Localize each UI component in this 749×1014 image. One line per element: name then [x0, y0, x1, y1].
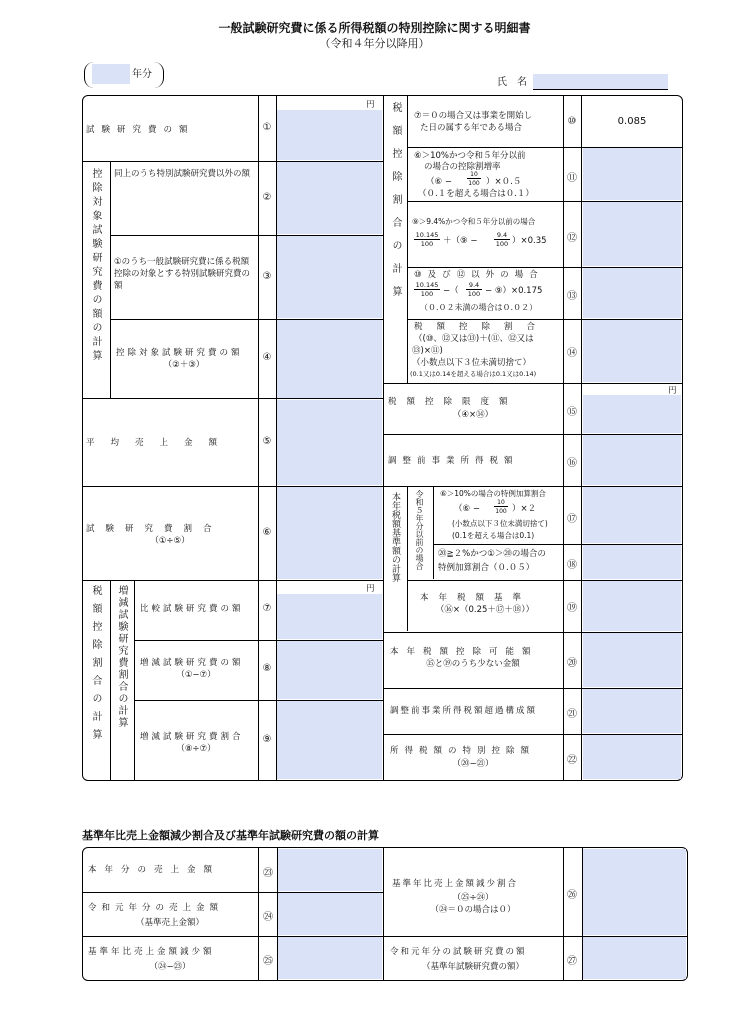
label-13e: − ⑨）×0.175 — [485, 286, 543, 296]
num-23: ㉓ — [263, 868, 273, 879]
label-4b: （②＋③） — [163, 360, 205, 370]
input-18[interactable] — [583, 545, 681, 579]
label-14a: 税額控除割合 — [414, 322, 550, 332]
year-suffix: 年分 — [132, 69, 152, 80]
num-17: ⑰ — [567, 514, 577, 525]
label-27b: （基準年試験研究費の額） — [421, 962, 524, 972]
section2-title: 基準年比売上金額減少割合及び基準年試験研究費の額の計算 — [82, 829, 379, 842]
num-12: ⑫ — [567, 233, 577, 244]
num-15: ⑮ — [567, 407, 577, 418]
name-input[interactable] — [533, 74, 668, 90]
label-17e: (0.1を超える場合は0.1) — [452, 531, 535, 540]
input-26[interactable] — [583, 849, 686, 935]
label-8a: 増減試験研究費の額 — [140, 658, 244, 668]
num-16: ⑯ — [567, 458, 577, 469]
input-14[interactable] — [583, 320, 681, 382]
label-22a: 所得税額の特別控除額 — [390, 746, 536, 756]
frac-11-num: 10 — [467, 171, 481, 179]
yen-mark-1: 円 — [366, 100, 375, 110]
num-4: ④ — [262, 352, 272, 363]
label-26a: 基準年比売上金額減少割合 — [392, 879, 519, 889]
label-15a: 税額控除限度額 — [388, 397, 518, 407]
num-24: ㉔ — [263, 912, 273, 923]
num-5: ⑤ — [262, 436, 272, 447]
label-11c: （⑥ − — [426, 177, 452, 187]
label-23: 本年分の売上金額 — [88, 865, 221, 875]
label-17b: （⑥ − — [454, 504, 480, 514]
num-6: ⑥ — [262, 527, 272, 538]
label-5: 平均売上金額 — [86, 438, 234, 448]
num-8: ⑧ — [262, 663, 272, 674]
input-19[interactable] — [583, 581, 681, 631]
num-14: ⑭ — [567, 348, 577, 359]
frac-11-den: 100 — [468, 180, 480, 187]
form-subtitle: （令和４年分以降用） — [319, 37, 430, 50]
frac-13a-num: 10.145 — [415, 281, 439, 289]
num-7: ⑦ — [262, 603, 272, 614]
label-9b: （⑧÷⑦） — [176, 744, 216, 754]
input-16[interactable] — [583, 435, 681, 485]
input-23[interactable] — [278, 849, 382, 891]
frac-13b-num: 9.4 — [466, 281, 482, 290]
num-9: ⑨ — [262, 734, 272, 745]
label-11e: （０.１を超える場合は０.１） — [418, 189, 534, 199]
yen-mark-7: 円 — [366, 584, 375, 594]
group-base: 本年税額基準額の計算 — [390, 492, 400, 582]
label-8b: （①−⑦） — [176, 670, 216, 680]
frac-12a-num: 10.145 — [415, 231, 439, 239]
label-3: ①のうち一般試験研究費に係る税額控除の対象とする特別試験研究費の額 — [114, 257, 251, 291]
label-24b: （基準売上金額） — [135, 918, 204, 928]
label-4a: 控除対象試験研究費の額 — [116, 348, 243, 358]
label-13c: −（ — [443, 286, 459, 296]
name-label: 氏 名 — [497, 77, 527, 88]
num-1: ① — [262, 122, 272, 133]
label-1: 試験研究費の額 — [86, 125, 195, 135]
frac-17-num: 10 — [494, 499, 508, 507]
frac-13b-den: 100 — [467, 290, 481, 298]
label-12e: ）×0.35 — [512, 236, 547, 246]
year-input[interactable] — [92, 64, 130, 84]
label-12a: ⑨＞9.4%かつ令和５年分以前の場合 — [412, 217, 536, 226]
label-26b: （㉕÷㉔） — [452, 893, 494, 903]
label-26c: （㉔＝０の場合は０） — [430, 905, 516, 915]
num-20: ⑳ — [567, 658, 577, 669]
label-18a: ⑳≧２%かつ①＞⑳の場合の — [438, 549, 546, 559]
input-25[interactable] — [278, 937, 382, 979]
input-12[interactable] — [583, 202, 681, 266]
label-24a: 令和元年分の売上金額 — [88, 903, 224, 913]
label-25b: （㉔−㉓） — [149, 962, 191, 972]
yen-mark-15: 円 — [668, 386, 677, 396]
label-15b: （④×⑭） — [452, 410, 494, 420]
group-base-sub: 令和５年分以前の場合 — [415, 490, 424, 570]
label-13a: ⑩及び⑫以外の場合 — [414, 270, 544, 280]
num-11: ⑪ — [567, 173, 577, 184]
num-13: ⑬ — [567, 291, 577, 302]
label-21: 調整前事業所得税額超過構成額 — [390, 706, 538, 716]
input-1[interactable] — [277, 110, 382, 160]
label-25a: 基準年比売上金額減少額 — [88, 947, 215, 957]
input-20[interactable] — [583, 633, 681, 687]
label-20b: ⑮と⑲のうち少ない金額 — [426, 659, 520, 669]
input-8[interactable] — [277, 641, 382, 699]
label-2: 同上のうち特別試験研究費以外の額 — [114, 169, 251, 179]
label-12c: ＋（⑨ − — [443, 236, 478, 246]
label-11a: ⑥＞10%かつ令和５年分以前 — [414, 151, 526, 161]
label-19b: （⑯×（0.25＋⑰＋⑱）） — [435, 605, 535, 615]
input-7[interactable] — [277, 594, 382, 639]
num-27: ㉗ — [567, 956, 577, 967]
input-27[interactable] — [583, 937, 686, 979]
input-15[interactable] — [583, 395, 681, 433]
num-19: ⑲ — [567, 603, 577, 614]
label-22b: （⑳−㉑） — [452, 759, 494, 769]
label-10b: た日の属する年である場合 — [420, 123, 523, 133]
group-deduct: 控除対象試験研究費の額の計算 — [90, 168, 101, 364]
input-22[interactable] — [583, 735, 681, 779]
label-10a: ⑦＝０の場合又は事業を開始し — [414, 111, 533, 121]
label-11b: の場合の控除割増率 — [424, 162, 501, 172]
label-9a: 増減試験研究費割合 — [140, 732, 244, 742]
num-18: ⑱ — [567, 560, 577, 571]
label-6b: （①÷⑤） — [150, 536, 190, 546]
input-4[interactable] — [277, 320, 382, 398]
frac-12b-den: 100 — [495, 240, 509, 248]
label-14d: （小数点以下３位未満切捨て） — [412, 358, 532, 368]
group-rate-outer: 税額控除割合の計算 — [90, 585, 101, 747]
label-14c: ⑬)×⑪) — [412, 346, 443, 356]
input-13[interactable] — [583, 268, 681, 318]
frac-13a-den: 100 — [420, 290, 434, 298]
label-17a: ⑥＞10%の場合の特例加算割合 — [440, 489, 546, 498]
label-17c: ）×２ — [512, 504, 537, 514]
label-18b: 特例加算割合（０.０５） — [438, 563, 535, 573]
group-rate-inner: 増減試験研究費割合の計算 — [116, 585, 127, 729]
label-27a: 令和元年分の試験研究費の額 — [390, 947, 527, 957]
frac-17-den: 100 — [495, 508, 507, 515]
label-14e: (0.1又は0.14を超える場合は0.1又は0.14) — [410, 370, 537, 378]
label-17d: (小数点以下３位未満切捨て) — [452, 519, 548, 528]
label-14b: （(⑩、⑫又は⑬)＋(⑪、⑫又は — [414, 334, 534, 344]
label-6a: 試験研究費割合 — [86, 524, 223, 534]
frac-12a-den: 100 — [420, 240, 434, 248]
input-24[interactable] — [278, 893, 382, 935]
num-22: ㉒ — [567, 755, 577, 766]
label-19a: 本年税額基準 — [420, 593, 532, 603]
num-2: ② — [262, 192, 272, 203]
label-20a: 本年税額控除可能額 — [390, 647, 539, 657]
label-16: 調整前事業所得税額 — [388, 456, 519, 466]
group-rate-right: 税額控除割合の計算 — [390, 102, 401, 309]
frac-12b-num: 9.4 — [494, 231, 510, 240]
input-2[interactable] — [277, 162, 382, 234]
num-21: ㉑ — [567, 709, 577, 720]
input-17[interactable] — [583, 487, 681, 543]
label-13f: （０.０２未満の場合は０.０２） — [420, 303, 538, 312]
label-11d: ）×０.５ — [486, 177, 522, 187]
input-3[interactable] — [277, 236, 382, 318]
num-3: ③ — [262, 271, 272, 282]
label-7: 比較試験研究費の額 — [140, 604, 244, 614]
input-6[interactable] — [277, 487, 382, 579]
num-26: ㉖ — [567, 890, 577, 901]
num-25: ㉕ — [263, 956, 273, 967]
value-10: 0.085 — [617, 116, 647, 127]
input-21[interactable] — [583, 689, 681, 733]
input-11[interactable] — [583, 148, 681, 200]
input-5[interactable] — [277, 400, 382, 485]
num-10: ⑩ — [567, 116, 577, 127]
form-title: 一般試験研究費に係る所得税額の特別控除に関する明細書 — [218, 21, 531, 35]
input-9[interactable] — [277, 701, 382, 779]
